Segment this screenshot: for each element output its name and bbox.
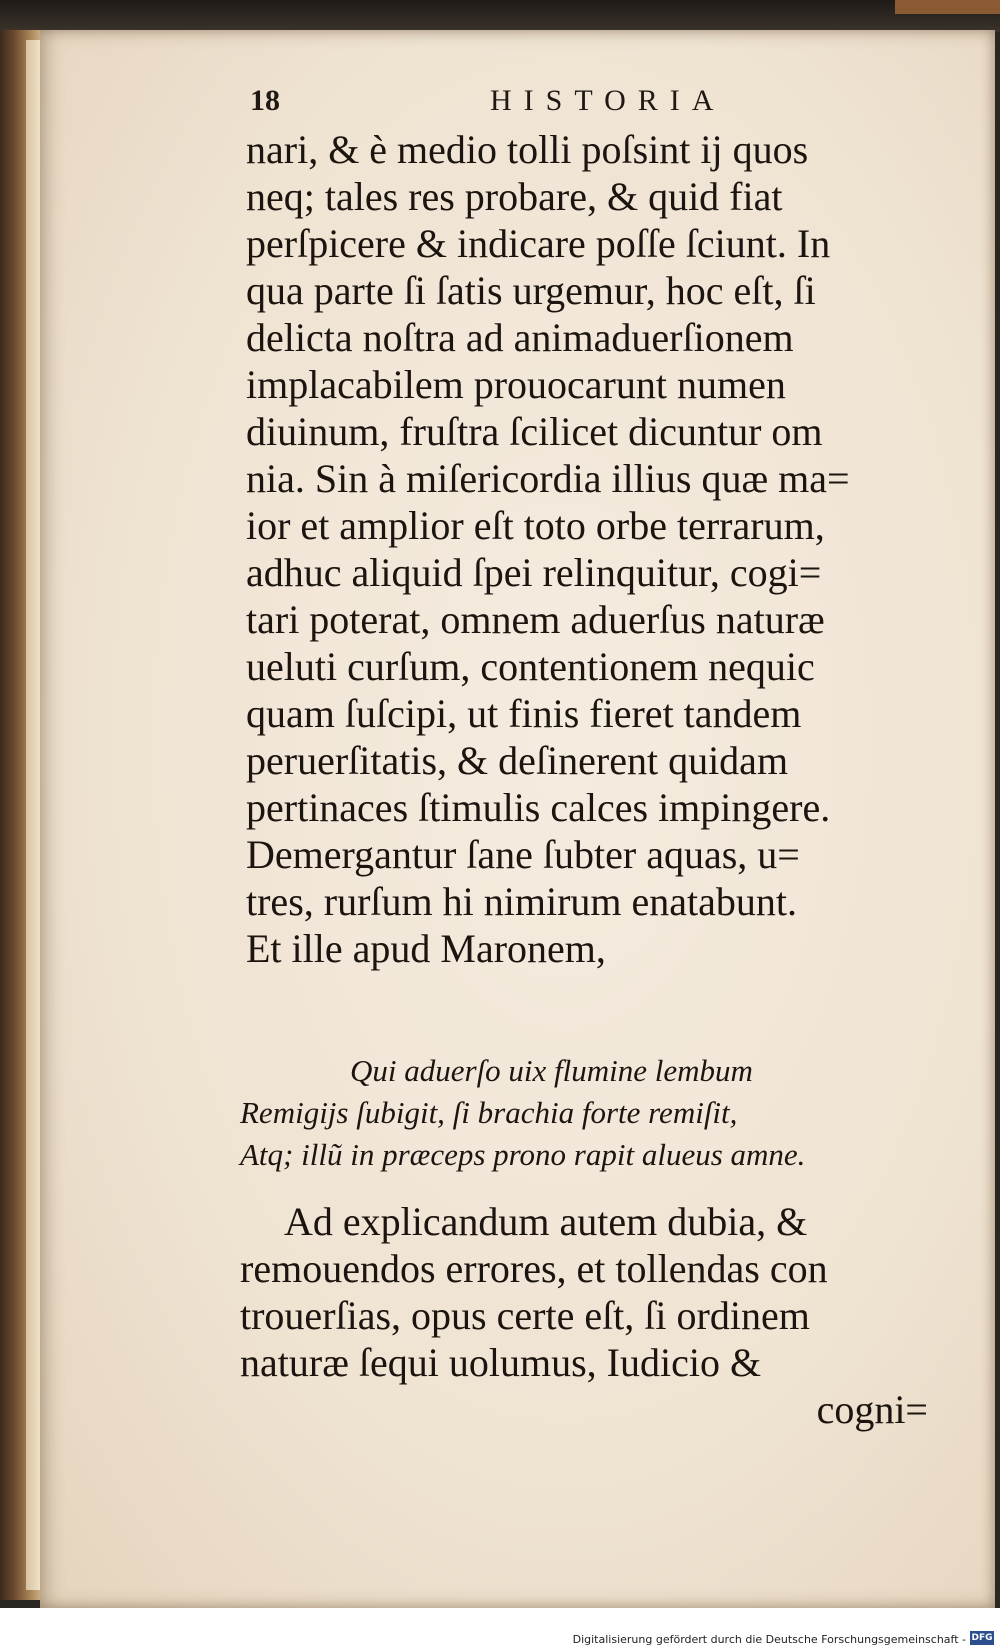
text-line: tres, rurſum hi nimirum enatabunt. (246, 879, 797, 924)
text-line: adhuc aliquid ſpei relinquitur, cogi= (246, 550, 822, 595)
text-line: trouerſias, opus certe eſt, ſi ordinem (240, 1293, 810, 1338)
running-head (250, 84, 770, 124)
text-line: ueluti curſum, contentionem nequic (246, 644, 815, 689)
text-line: peruerſitatis, & deſinerent quidam (246, 738, 789, 783)
text-line: implacabilem prouocarunt numen (246, 362, 786, 407)
dfg-logo-icon: DFG (971, 1633, 993, 1643)
text-line: Demergantur ſane ſubter aquas, u= (246, 832, 800, 877)
verse-line: Remigijs ſubigit, ſi brachia forte remiſit, (240, 1095, 738, 1130)
text-line: delicta noſtra ad animaduerſionem (246, 315, 794, 360)
text-line: tari poterat, omnem aduerſus naturæ (246, 597, 825, 642)
running-title: HISTORIA (490, 84, 726, 117)
text-line: remouendos errores, et tollendas con (240, 1246, 828, 1291)
text-line: Et ille apud Maronem, (246, 926, 606, 971)
text-line: nari, & è medio tolli poſsint ij quos (246, 127, 809, 172)
main-text-block (246, 126, 936, 972)
text-line: ior et amplior eſt toto orbe terrarum, (246, 503, 825, 548)
text-line: nia. Sin à miſericordia illius quæ ma= (246, 456, 850, 501)
text-line: neq; tales res probare, & quid fiat (246, 174, 783, 219)
page-edge-strip (26, 40, 40, 1590)
text-line: qua parte ſi ſatis urgemur, hoc eſt, ſi (246, 268, 816, 313)
verse-line: Qui aduerſo uix flumine lembum (350, 1053, 753, 1088)
text-line: naturæ ſequi uolumus, Iudicio & (240, 1340, 762, 1385)
funding-credit: Digitalisierung gefördert durch die Deutsche Forschungsgemeinschaft - (572, 1633, 966, 1646)
text-line: Ad explicandum autem dubia, & (284, 1199, 808, 1244)
scan-corner-tag (895, 0, 1000, 14)
catchword: cogni= (816, 1387, 928, 1432)
text-line: quam ſuſcipi, ut finis fieret tandem (246, 691, 802, 736)
second-paragraph (240, 1198, 940, 1433)
verse-line: Atq; illũ in præceps prono rapit alueus amne. (240, 1137, 806, 1172)
scan-top-edge (0, 0, 1000, 32)
text-line: diuinum, fruſtra ſcilicet dicuntur om (246, 409, 823, 454)
text-line: perſpicere & indicare poſſe ſciunt. In (246, 221, 831, 266)
page-number: 18 (250, 84, 280, 117)
verse-quotation (240, 1050, 940, 1176)
text-line: pertinaces ſtimulis calces impingere. (246, 785, 831, 830)
